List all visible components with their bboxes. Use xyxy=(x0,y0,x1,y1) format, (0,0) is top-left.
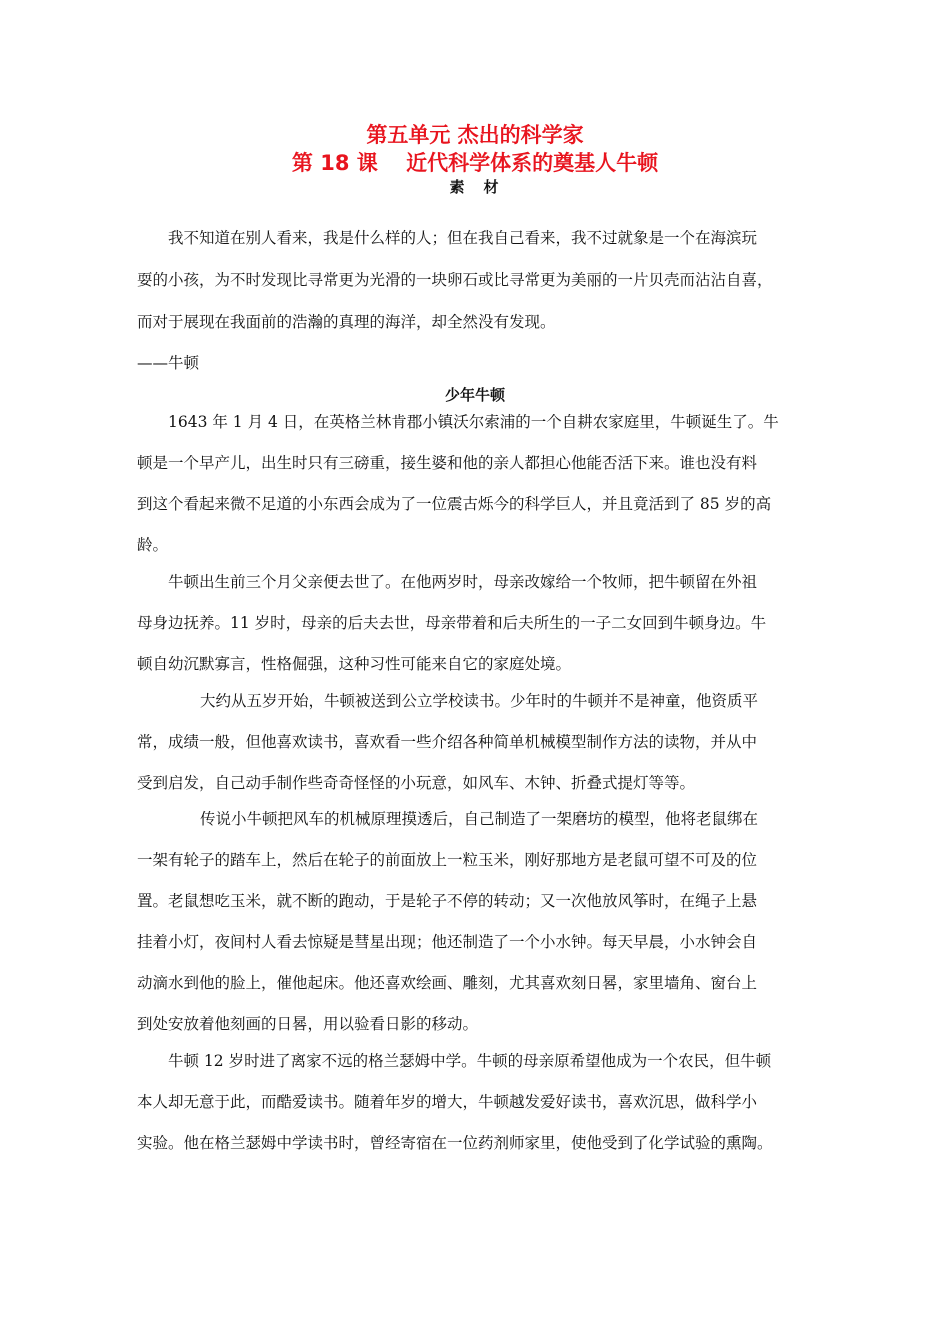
quote-author: ——牛顿 xyxy=(137,354,200,372)
paragraph-line: 1643 年 1 月 4 日，在英格兰林肯郡小镇沃尔索浦的一个自耕农家庭里，牛顿诞生了。牛 xyxy=(168,413,779,431)
paragraph-line: 大约从五岁开始，牛顿被送到公立学校读书。少年时的牛顿并不是神童，他资质平 xyxy=(200,692,759,710)
subtitle: 素 材 xyxy=(449,178,501,196)
paragraph-line: 挂着小灯，夜间村人看去惊疑是彗星出现；他还制造了一个小水钟。每天早晨，小水钟会自 xyxy=(137,933,758,951)
paragraph-line: 龄。 xyxy=(137,536,169,554)
lesson-title: 第 18 课 近代科学体系的奠基人牛顿 xyxy=(291,151,659,175)
paragraph-line: 常，成绩一般，但他喜欢读书，喜欢看一些介绍各种简单机械模型制作方法的读物，并从中 xyxy=(137,733,758,751)
paragraph-line: 到处安放着他刻画的日晷，用以验看日影的移动。 xyxy=(137,1015,479,1033)
paragraph-line: 一架有轮子的踏车上，然后在轮子的前面放上一粒玉米，刚好那地方是老鼠可望不可及的位 xyxy=(137,851,758,869)
paragraph-line: 顿是一个早产儿，出生时只有三磅重，接生婆和他的亲人都担心他能否活下来。谁也没有料 xyxy=(137,454,758,472)
quote-line: 耍的小孩，为不时发现比寻常更为光滑的一块卵石或比寻常更为美丽的一片贝壳而沾沾自喜， xyxy=(137,271,773,289)
unit-title: 第五单元 杰出的科学家 xyxy=(366,123,584,147)
paragraph-line: 顿自幼沉默寡言，性格倔强，这种习性可能来自它的家庭处境。 xyxy=(137,655,572,673)
paragraph-line: 动滴水到他的脸上，催他起床。他还喜欢绘画、雕刻，尤其喜欢刻日晷，家里墙角、窗台上 xyxy=(137,974,758,992)
quote-line: 我不知道在别人看来，我是什么样的人；但在我自己看来，我不过就象是一个在海滨玩 xyxy=(168,229,758,247)
paragraph-line: 传说小牛顿把风车的机械原理摸透后，自己制造了一架磨坊的模型，他将老鼠绑在 xyxy=(200,810,759,828)
paragraph-line: 到这个看起来微不足道的小东西会成为了一位震古烁今的科学巨人，并且竟活到了 85 岁的高 xyxy=(137,495,772,513)
paragraph-line: 本人却无意于此，而酷爱读书。随着年岁的增大，牛顿越发爱好读书，喜欢沉思，做科学小 xyxy=(137,1093,758,1111)
paragraph-line: 置。老鼠想吃玉米，就不断的跑动，于是轮子不停的转动；又一次他放风筝时，在绳子上悬 xyxy=(137,892,758,910)
paragraph-line: 实验。他在格兰瑟姆中学读书时，曾经寄宿在一位药剂师家里，使他受到了化学试验的熏陶。 xyxy=(137,1134,773,1152)
paragraph-line: 受到启发，自己动手制作些奇奇怪怪的小玩意，如风车、木钟、折叠式提灯等等。 xyxy=(137,774,696,792)
paragraph-line: 牛顿 12 岁时进了离家不远的格兰瑟姆中学。牛顿的母亲原希望他成为一个农民，但牛顿 xyxy=(168,1052,772,1070)
section-heading: 少年牛顿 xyxy=(444,386,505,404)
paragraph-line: 牛顿出生前三个月父亲便去世了。在他两岁时，母亲改嫁给一个牧师，把牛顿留在外祖 xyxy=(168,573,758,591)
quote-line: 而对于展现在我面前的浩瀚的真理的海洋，却全然没有发现。 xyxy=(137,313,556,331)
paragraph-line: 母身边抚养。11 岁时，母亲的后夫去世，母亲带着和后夫所生的一子二女回到牛顿身边。牛 xyxy=(137,614,767,632)
